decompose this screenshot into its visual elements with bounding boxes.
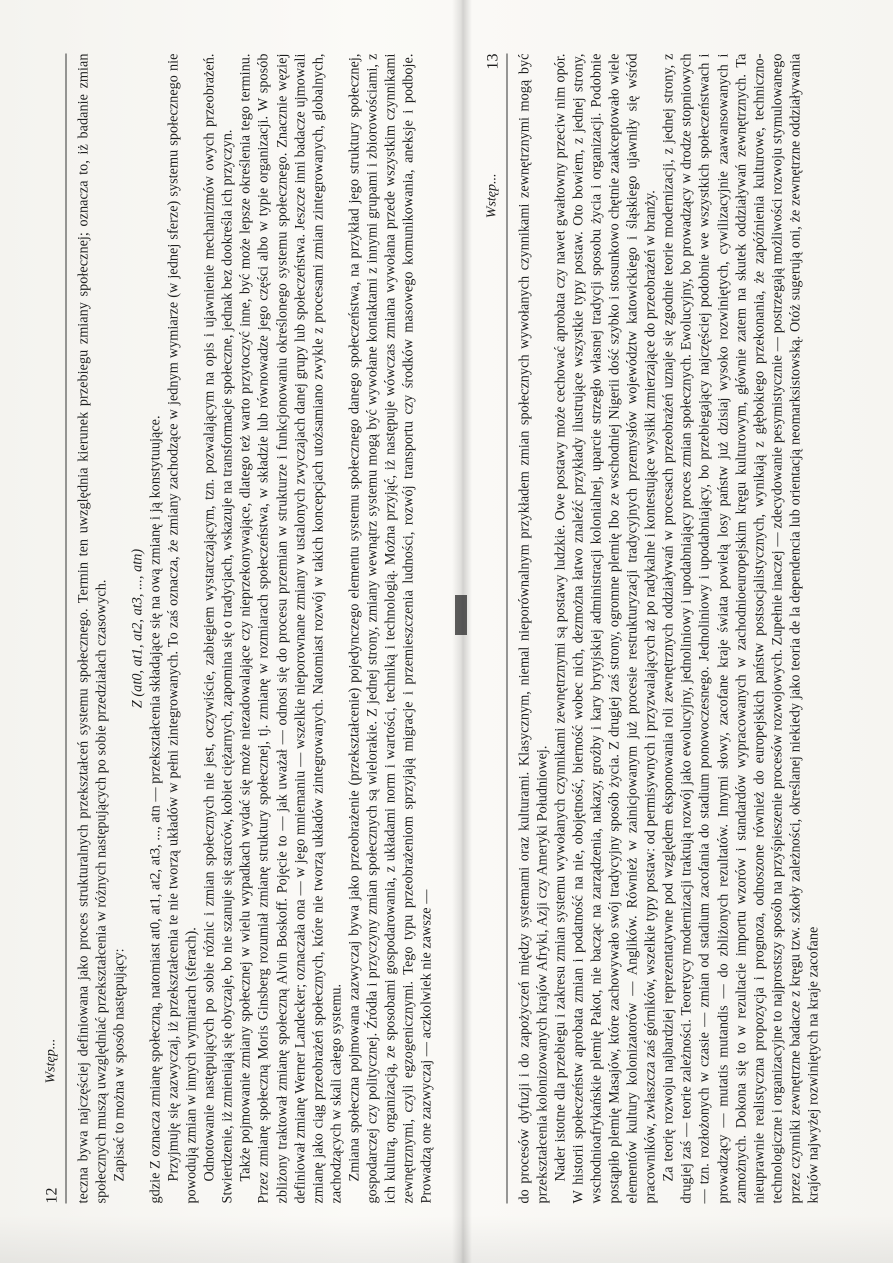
paragraph: do procesów dyfuzji i do zapożyczeń między systemami oraz kulturami. Klasycznym, niemal nieporównalnym przykładem zmian społecznych wywołanych czynnikami zewnętrznymi mogą być przekształcenia kolonizowanych krajów Afryki, Azji czy Ameryki Południowej. <box>516 53 551 1204</box>
running-header <box>485 54 508 1204</box>
page-number: 13 <box>484 53 502 70</box>
paragraph: Także pojmowanie zmiany społecznej w wielu wypadkach wydać się może niezadowalające czy nieprzekonywające, dlatego też warto przytoczyć inne, być może lepsze określenia tego terminu. Przez zmianę społeczną Moris Ginsberg rozumiał zmianę struktury społecznej, tj. zmianę w rozmiarach społeczeństwa, w składzie lub równowadze jego części albo w typie organizacji. W sposób zbliżony traktował zmianę społeczną Alvin Boskoff. Pojęcie to — jak uważał — odnosi się do procesu przemian w strukturze i funkcjonowaniu określonego systemu społecznego. Znacznie węziej definiował zmianę Werner Landecker; oznaczała ona — w jego mniemaniu — wszelkie nieporownane zmiany w ustalonych zwyczajach danej grupy lub społeczeństwa. Jeszcze inni badacze ujmowali zmianę jako ciąg przeobrażeń społecznych, które nie tworzą układów zintegrowanych. Natomiast rozwój w takich koncepcjach utożsamiano zwykle z procesami zmian zintegrowanych, globalnych, zachodzących w skali całego systemu. <box>237 53 345 1204</box>
page-body <box>75 54 436 1204</box>
paragraph: Zapisać to można w sposób następujący: <box>111 948 128 1182</box>
spine-clip-mark <box>455 595 467 635</box>
paragraph: Zmiana społeczna pojmowana zazwyczaj bywa jako przeobrażenie (przekształcenie) pojedynczego elementu systemu społecznego danego społeczeństwa, na przykład jego struktury społecznej, gospodarczej czy politycznej. Źródła i przyczyny zmian społecznych są wielorakie. Z jednej strony, zmiany wewnątrz systemu mogą być wywołane kontaktami z innymi grupami i zbiorowościami, z ich kulturą, organizacją, ze sposobami gospodarowania, z układami norm i wartości, techniką i technologią. Można przyjąć, iż następuje wówczas zmiana wywołana przede wszystkim czynnikami zewnętrznymi, czyli egzogenicznymi. Tego typu przeobrażeniom sprzyjają migracje i przemieszczenia ludności, rozwój transportu czy środków masowego komunikowania, aneksje i podboje. Prowadzą one zazwyczaj — aczkolwiek nie zawsze — <box>346 53 435 1204</box>
paragraph: Przyjmuję się zazwyczaj, iż przekształcenia te nie tworzą układów w pełni zintegrowanych. To zaś oznacza, że zmiany zachodzące w jednym wymiarze (w jednej sferze) systemu społecznego nie powodują zmian w innych wymiarach (sferach). <box>165 53 200 1204</box>
paragraph: teczna bywa najczęściej definiowana jako proces strukturalnych przekształceń systemu społecznego. Termin ten uwzględnia kierunek przebiegu zmiany społecznej; oznacza to, iż badanie zmian społecznych muszą uwzględniać przekształcenia w różnych następujących po sobie przedziałach czasowych. <box>75 53 110 1204</box>
page-number: 12 <box>43 1187 61 1204</box>
page-body <box>516 54 823 1204</box>
paragraph: gdzie Z oznacza zmianę społeczną, natomiast at0, at1, at2, at3, ..., atn — przekształcenia składające się na ową zmianę i ją konstytuujące. <box>147 415 164 1204</box>
paragraph: Nader istotne dla przebiegu i zakresu zmian systemu wywołanych czynnikami zewnętrznymi są postawy ludzkie. Owe postawy może cechować aprobata czy nawet gwałtowny przeciw nim opór. W historii społeczeństw aprobata zmian i podatność na nie, obojętność, bierność wobec nich, dezmożna łatwo znaleźć przykłady ilustrujące wszystkie typy postaw. Oto bowiem, z jednej strony, wschodnioafrykańskie plemię Pakot, nie bacząc na zarządzenia, nakazy, groźby i kary brytyjskiej administracji kolonialnej, uparcie strzegło własnej tradycji sposobu życia i organizacji. Podobnie postąpiło plemię Masajów, które zachowywało swój tradycyjny sposób życia. Z drugiej zaś strony, ogromne plemię Ibo ze wschodniej Nigerii dość szybko i stosunkowo chętnie zaakceptowało wiele elementów kultury kolonizatorów — Anglików. Również w zainicjowanym już procesie restrukturyzacji tradycyjnych przemysłów województw katowickiego i śląskiego ujawniły się wśród pracowników, zwłaszcza zaś górników, wszelkie typy postaw: od permisywnych i przyzwalających aż po radykalne i kontestujące wysiłki zmierzające do przeobrażeń w branży. <box>552 53 659 1204</box>
paragraph: Za teorię rozwoju najbardziej reprezentatywne pod względem eksponowania roli zewnętrznych oddziaływań w procesach przeobrażeń uznaje się zgodnie teorie modernizacji, z jednej strony, z drugiej zaś — teorie zależności. Teoretycy modernizacji traktują rozwój jako ewolucyjny, jednoliniowy i upodabniający proces zmian społecznych. Ewolucyjny, bo prowadzący w drodze stopniowych — tzn. rozłożonych w czasie — zmian od stadium zacofania do stadium ponowoczesnego. Jednoliniowy i upodabniający, bo przebiegający najczęściej podobnie we wszystkich społeczeństwach i prowadzący — mutatis mutandis — do zbliżonych rezultatów. Innymi słowy, zacofane kraje świata powielą losy państw już dzisiaj wysoko rozwiniętych, cywilizacyjnie zaawansowanych i zamożnych. Dokona się to w rezultacie importu wzorów i standardów wypracowanych w zachodnioeuropejskim kręgu kulturowym, głównie zatem na skutek oddziaływań zewnętrznych. Ta nieuprawnie realistyczna propozycja i prognoza, odnoszone również do europejskich państw postsocjalistycznych, wynikają z głębokiego przekonania, że zapóźnienia kulturowe, techniczno-technologiczne i organizacyjne to najprostszy sposób na przyśpieszenie procesów rozwojowych. Zupełnie inaczej — zdecydowanie pesymistycznie — postrzegają możliwości rozwoju stymulowanego przez czynniki zewnętrzne badacze z kręgu tzw. szkoły zależności, określanej niekiedy jako teoria de la dependencia lub orientacją neomarksistowską. Otóż sugerują oni, że zewnętrzne oddziaływania krajów najwyżej rozwiniętych na kraje zacofane <box>660 53 822 1204</box>
page-edge-shadow <box>0 1215 893 1263</box>
left-page <box>43 53 435 1204</box>
formula: Z (at0, at1, at2, at3, ..., atn) <box>129 548 146 709</box>
paragraph: Odnotowanie następujących po sobie różnic i zmian społecznych nie jest, oczywiście, zabiegiem wystarczającym, tzn. pozwalającym na opis i ujawnienie mechanizmów owych przeobrażeń. Stwierdzenie, iż zmieniają się obyczaje, bo nie szanuje się starców, kobiet ciężarnych, zapomina się o tradycjach, wskazuje na transformacje społeczne, jednak bez dookreśla ich przyczyn. <box>201 53 236 1204</box>
running-title: Wstęp... <box>484 173 500 219</box>
running-header <box>44 54 67 1204</box>
right-page <box>485 54 870 1204</box>
running-title: Wstęp... <box>43 1038 59 1084</box>
